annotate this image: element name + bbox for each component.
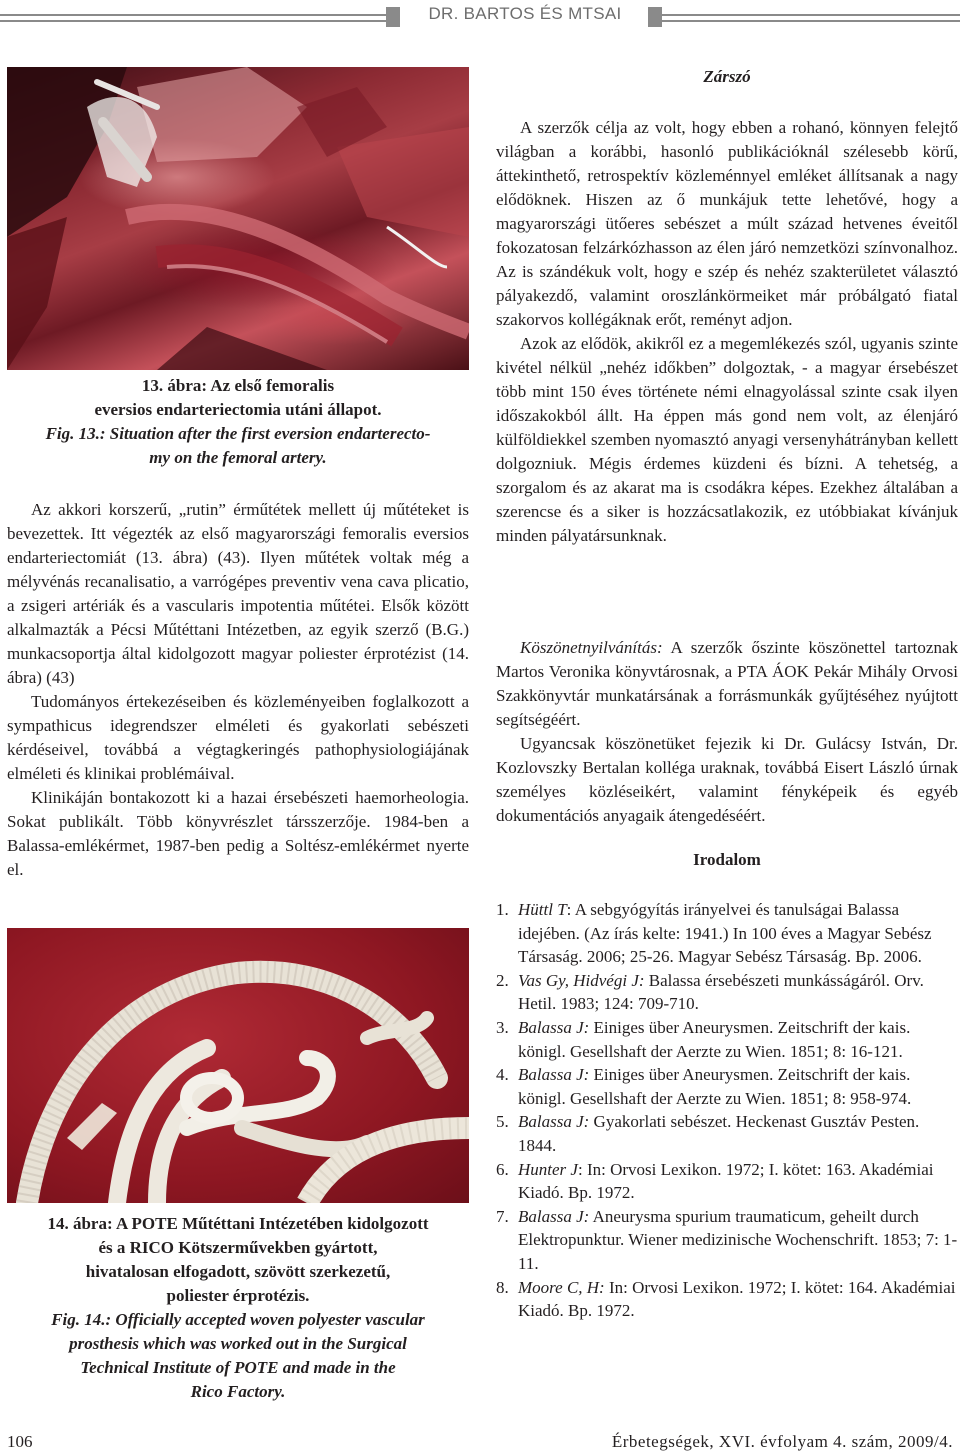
figure-14-caption-en-4: Rico Factory.: [190, 1382, 286, 1401]
reference-text: Aneurysma spurium traumaticum, geheilt durch Elektropunktur. Wiener medizinische Wochenschrift. 1853; 7: 1-11.: [518, 1206, 958, 1273]
figure-14-caption-hu-4: poliester érprotézis.: [166, 1286, 310, 1305]
surgery-photo-illustration: [7, 67, 469, 370]
reference-text: In: Orvosi Lexikon. 1972; I. kötet: 163. Akadémiai Kiadó. Bp. 1972.: [518, 1159, 934, 1203]
figure-14-caption-hu-2: és a RICO Kötszerművekben gyártott,: [98, 1238, 378, 1257]
reference-author: Moore C, H:: [518, 1277, 605, 1297]
reference-number: 6.: [496, 1159, 509, 1179]
figure-14-caption-en-2: prosthesis which was worked out in the Surgical: [69, 1334, 407, 1353]
reference-author: Balassa J:: [518, 1112, 590, 1132]
reference-item: [496, 1158, 958, 1205]
reference-item: [496, 1110, 958, 1157]
paragraph: Az akkori korszerű, „rutin” érműtétek mellett új műtéteket is bevezettek. Itt végezték az első magyarországi femoralis eversios endarteriectomiát (13. ábra) (43). Ilyen műtétek voltak még a mélyvénás recanalisatio, a varrógépes preventiv vena cava plicatio, a zsigeri artériák és a vascularis impotentia műtétei. Elsők között alkalmazták a Pécsi Műtéttani Intézetben, az egyik szerző (B.G.) munkacsoportja által kidolgozott magyar poliester érprotézist (14. ábra) (43): [7, 500, 469, 687]
paragraph: Ugyancsak köszönetüket fejezik ki Dr. Gulácsy István, Dr. Kozlovszky Bertalan kolléga uraknak, továbbá Eisert László úrnak személyes közléseikért, valamint fényképeik és egyéb dokumentációs anyagaik átengedéséért.: [496, 734, 958, 825]
reference-author: Hunter J: [518, 1159, 578, 1179]
figure-14-prosthesis-photo: [7, 928, 469, 1203]
reference-list: [496, 898, 958, 1323]
acknowledgement-label: Köszönetnyilvánítás:: [520, 638, 663, 657]
reference-text: Einiges über Aneurysmen. Zeitschrift der kais. königl. Gesellshaft der Aerzte zu Wien. 1851; 8: 16-121.: [518, 1017, 911, 1061]
reference-item: [496, 1063, 958, 1110]
figure-13-surgery-photo: [7, 67, 469, 370]
reference-item: [496, 969, 958, 1016]
paragraph: Tudományos értekezéseiben és közleményeiben foglalkozott a sympathicus idegrendszer elméleti és gyakorlati sebészeti kérdéseivel, továbbá a végtagkeringés pathophysiologiájának elméleti és klinikai problémáival.: [7, 692, 469, 783]
reference-text: In: Orvosi Lexikon. 1972; I. kötet: 164. Akadémiai Kiadó. Bp. 1972.: [518, 1277, 956, 1321]
figure-14-caption-hu-3: hivatalosan elfogadott, szövött szerkezetű,: [85, 1262, 391, 1281]
reference-author: Balassa J:: [518, 1206, 590, 1226]
reference-number: 7.: [496, 1206, 509, 1226]
paragraph: A szerzők célja az volt, hogy ebben a rohanó, könnyen felejtő világban a korábbi, hasonló publikációknál szélesebb körű, áttekinthető, retrospektív közleménnyel emléket állítsanak a nagy elődöknek. Hiszen az ő munkájuk tette lehetővé, hogy a magyarországi ütőeres sebészet a múlt század hetvenes éveitől fokozatosan felzárkózhasson az élen járó nemzetközi színvonalhoz. Az is szándékuk volt, hogy e szép és nehéz szakterületet választó pályakezdő, valamint oroszlánkörmeiket már próbálgató fiatal szakorvos kollégáknak erőt, reményt adjon.: [496, 118, 958, 329]
figure-13-caption-en-1: Fig. 13.: Situation after the first eversion endarterecto-: [45, 424, 431, 443]
reference-text: Gyakorlati sebészet. Heckenast Gusztáv Pesten. 1844.: [518, 1112, 920, 1155]
prosthesis-photo-illustration: [7, 928, 469, 1203]
reference-number: 8.: [496, 1277, 509, 1297]
reference-item: [496, 1205, 958, 1276]
reference-author: Balassa J:: [518, 1017, 590, 1037]
reference-item: [496, 898, 958, 969]
reference-number: 5.: [496, 1112, 509, 1132]
figure-14-caption-en-1: Fig. 14.: Officially accepted woven polyester vascular: [51, 1310, 425, 1329]
reference-text: A sebgyógyítás irányelvei és tanulságai Balassa idejében. (Az írás kelte: 1941.) In 100 éves a Magyar Sebész Társaság. 2006; 25-26. Magyar Sebész Társaság. Bp. 2006.: [518, 900, 932, 967]
right-column-text: [496, 116, 958, 548]
reference-separator: :: [577, 1159, 587, 1179]
reference-number: 1.: [496, 900, 509, 919]
zarszo-title: Zárszó: [703, 67, 751, 86]
reference-author: Balassa J:: [518, 1065, 590, 1085]
paragraph: Azok az elődök, akikről ez a megemlékezés szól, ugyanis szinte kivétel nélkül „nehéz időkben” dolgoztak, - a magyar érsebészet több mint 150 éves története némi elnagyolással szinte csak ilyen időszakokból állt. Ha éppen más gond nem volt, az élenjáró külföldiekkel szemben nyomasztó anyagi versenyhátrányban kellett dolgozniuk. Mégis érdemes küzdeni és bízni. A tehetség, a szorgalom és az akarat ma is csodákra képes. Ezekhez általában a szerencse és a siker is hozzácsatlakozik, ez utóbbiakat kívánjuk minden pályatársunknak.: [496, 334, 958, 545]
header-rule-right: [648, 4, 960, 32]
acknowledgement-text: A szerzők őszinte köszönettel tartoznak Martos Veronika könyvtárosnak, a PTA ÁOK Pekár Mihály Orvosi Szakkönyvtár munkatársának a forrásmunkák gyűjtéséhez nyújtott segítségéért.: [496, 638, 958, 729]
reference-text: Einiges über Aneurysmen. Zeitschrift der kais. königl. Gesellshaft der Aerzte zu Wien. 1851; 8: 958-974.: [518, 1065, 912, 1108]
page-number: 106: [7, 1432, 33, 1451]
running-title: DR. BARTOS ÉS MTSAI: [428, 4, 622, 23]
reference-number: 2.: [496, 970, 509, 990]
acknowledgement: [496, 636, 958, 828]
figure-13-caption-hu-2: eversios endarteriectomia utáni állapot.: [94, 400, 382, 419]
header-rule-left: [0, 4, 400, 32]
figure-13-caption-en-2: my on the femoral artery.: [149, 448, 327, 467]
reference-number: 3.: [496, 1017, 509, 1037]
journal-reference: Érbetegségek, XVI. évfolyam 4. szám, 2009/4.: [611, 1432, 953, 1451]
reference-number: 4.: [496, 1065, 509, 1085]
figure-13-caption-hu-1: 13. ábra: Az első femoralis: [141, 376, 335, 395]
reference-author: Vas Gy, Hidvégi J:: [518, 970, 645, 990]
section-title-irodalom: Irodalom: [693, 850, 761, 869]
reference-item: [496, 1276, 958, 1323]
left-column-text: [7, 498, 469, 882]
reference-author: Hüttl T: [518, 900, 567, 919]
figure-14-caption-hu-1: 14. ábra: A POTE Műtéttani Intézetében kidolgozott: [47, 1214, 429, 1233]
figure-14-caption-en-3: Technical Institute of POTE and made in the: [80, 1358, 396, 1377]
section-title-zarszo: [496, 67, 958, 87]
reference-text: Balassa érsebészeti munkásságáról. Orv. Hetil. 1983; 124: 709-710.: [518, 970, 924, 1014]
paragraph: Klinikáján bontakozott ki a hazai érsebészeti haemorheologia. Sokat publikált. Több könyvrészlet társszerzője. 1984-ben a Balassa-emlékérmet, 1987-ben pedig a Soltész-emlékérmet nyerte el.: [7, 788, 469, 879]
reference-separator: :: [566, 900, 575, 919]
reference-item: [496, 1016, 958, 1063]
